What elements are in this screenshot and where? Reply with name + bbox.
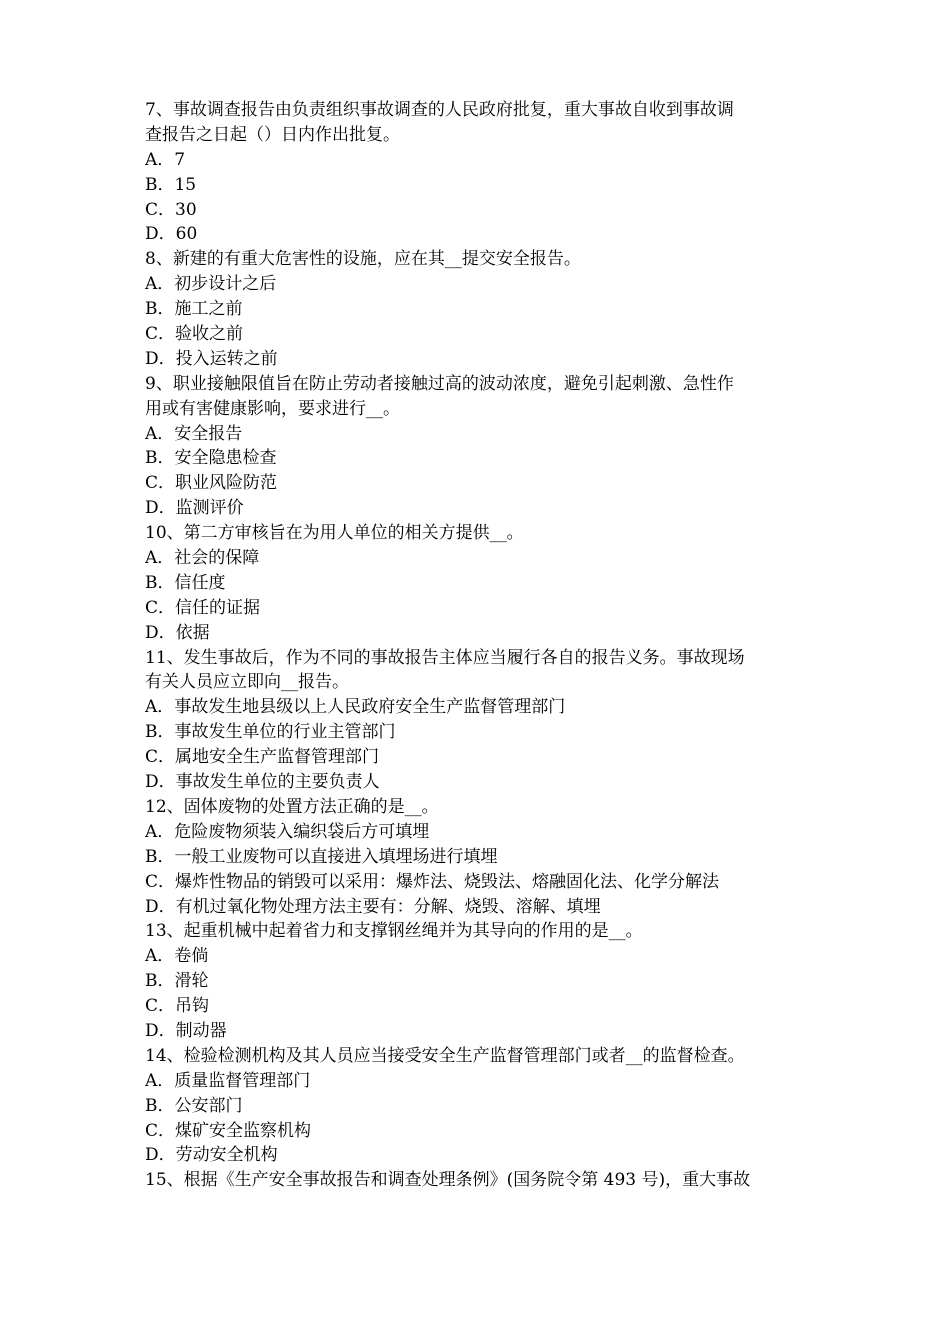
option-c: C．煤矿安全监察机构	[145, 1120, 312, 1141]
option-a: A．卷倘	[145, 946, 209, 967]
option-a: A．安全报告	[145, 423, 243, 444]
option-d: D．有机过氧化物处理方法主要有：分解、烧毁、溶解、填埋	[145, 896, 601, 917]
question-stem-line: 9、职业接触限值旨在防止劳动者接触过高的波动浓度，避免引起刺激、急性作	[145, 373, 734, 394]
option-c: C．属地安全生产监督管理部门	[145, 747, 380, 768]
option-a: A．7	[145, 149, 186, 170]
question-stem-line: 10、第二方审核旨在为用人单位的相关方提供__。	[145, 523, 524, 544]
question-11	[145, 646, 813, 795]
question-14	[145, 1044, 813, 1168]
option-c: C．吊钩	[145, 996, 210, 1017]
option-a: A．社会的保障	[145, 548, 260, 569]
question-12	[145, 795, 813, 919]
question-7	[145, 98, 813, 247]
option-b: B．事故发生单位的行业主管部门	[145, 722, 396, 743]
question-stem-line: 用或有害健康影响，要求进行__。	[145, 398, 400, 419]
question-stem-line: 15、根据《生产安全事故报告和调查处理条例》(国务院令第 493 号)，重大事故	[145, 1170, 751, 1191]
document-page	[145, 98, 813, 1193]
option-c: C．职业风险防范	[145, 473, 278, 494]
option-c: C．验收之前	[145, 324, 244, 345]
question-stem-line: 8、新建的有重大危害性的设施，应在其__提交安全报告。	[145, 249, 581, 270]
question-10	[145, 521, 813, 645]
option-d: D．监测评价	[145, 498, 244, 519]
question-8	[145, 247, 813, 371]
option-b: B．施工之前	[145, 299, 243, 320]
option-b: B．15	[145, 174, 197, 195]
option-b: B．滑轮	[145, 971, 209, 992]
option-b: B．信任度	[145, 572, 226, 593]
question-stem-line: 查报告之日起（）日内作出批复。	[145, 124, 400, 145]
option-c: C．爆炸性物品的销毁可以采用：爆炸法、烧毁法、熔融固化法、化学分解法	[145, 871, 720, 892]
option-d: D．60	[145, 224, 198, 245]
option-b: B．安全隐患检查	[145, 448, 277, 469]
question-15	[145, 1168, 813, 1193]
option-b: B．一般工业废物可以直接进入填埋场进行填埋	[145, 846, 498, 867]
option-b: B．公安部门	[145, 1095, 243, 1116]
option-d: D．事故发生单位的主要负责人	[145, 772, 380, 793]
option-a: A．危险废物须装入编织袋后方可填埋	[145, 821, 430, 842]
option-a: A．事故发生地县级以上人民政府安全生产监督管理部门	[145, 697, 566, 718]
option-c: C．30	[145, 199, 197, 220]
option-d: D．劳动安全机构	[145, 1145, 278, 1166]
question-9	[145, 372, 813, 521]
question-stem-line: 7、事故调查报告由负责组织事故调查的人民政府批复，重大事故自收到事故调	[145, 100, 734, 120]
option-c: C．信任的证据	[145, 597, 261, 618]
option-d: D．制动器	[145, 1020, 227, 1041]
question-stem-line: 13、起重机械中起着省力和支撑钢丝绳并为其导向的作用的是__。	[145, 921, 643, 942]
option-d: D．投入运转之前	[145, 348, 278, 369]
question-13	[145, 919, 813, 1043]
option-a: A．质量监督管理部门	[145, 1070, 311, 1091]
question-stem-line: 12、固体废物的处置方法正确的是__。	[145, 796, 439, 817]
question-stem-line: 有关人员应立即向__报告。	[145, 672, 349, 693]
question-stem-line: 11、发生事故后，作为不同的事故报告主体应当履行各自的报告义务。事故现场	[145, 647, 745, 668]
question-stem-line: 14、检验检测机构及其人员应当接受安全生产监督管理部门或者__的监督检查。	[145, 1045, 745, 1066]
option-d: D．依据	[145, 622, 210, 643]
option-a: A．初步设计之后	[145, 274, 277, 295]
